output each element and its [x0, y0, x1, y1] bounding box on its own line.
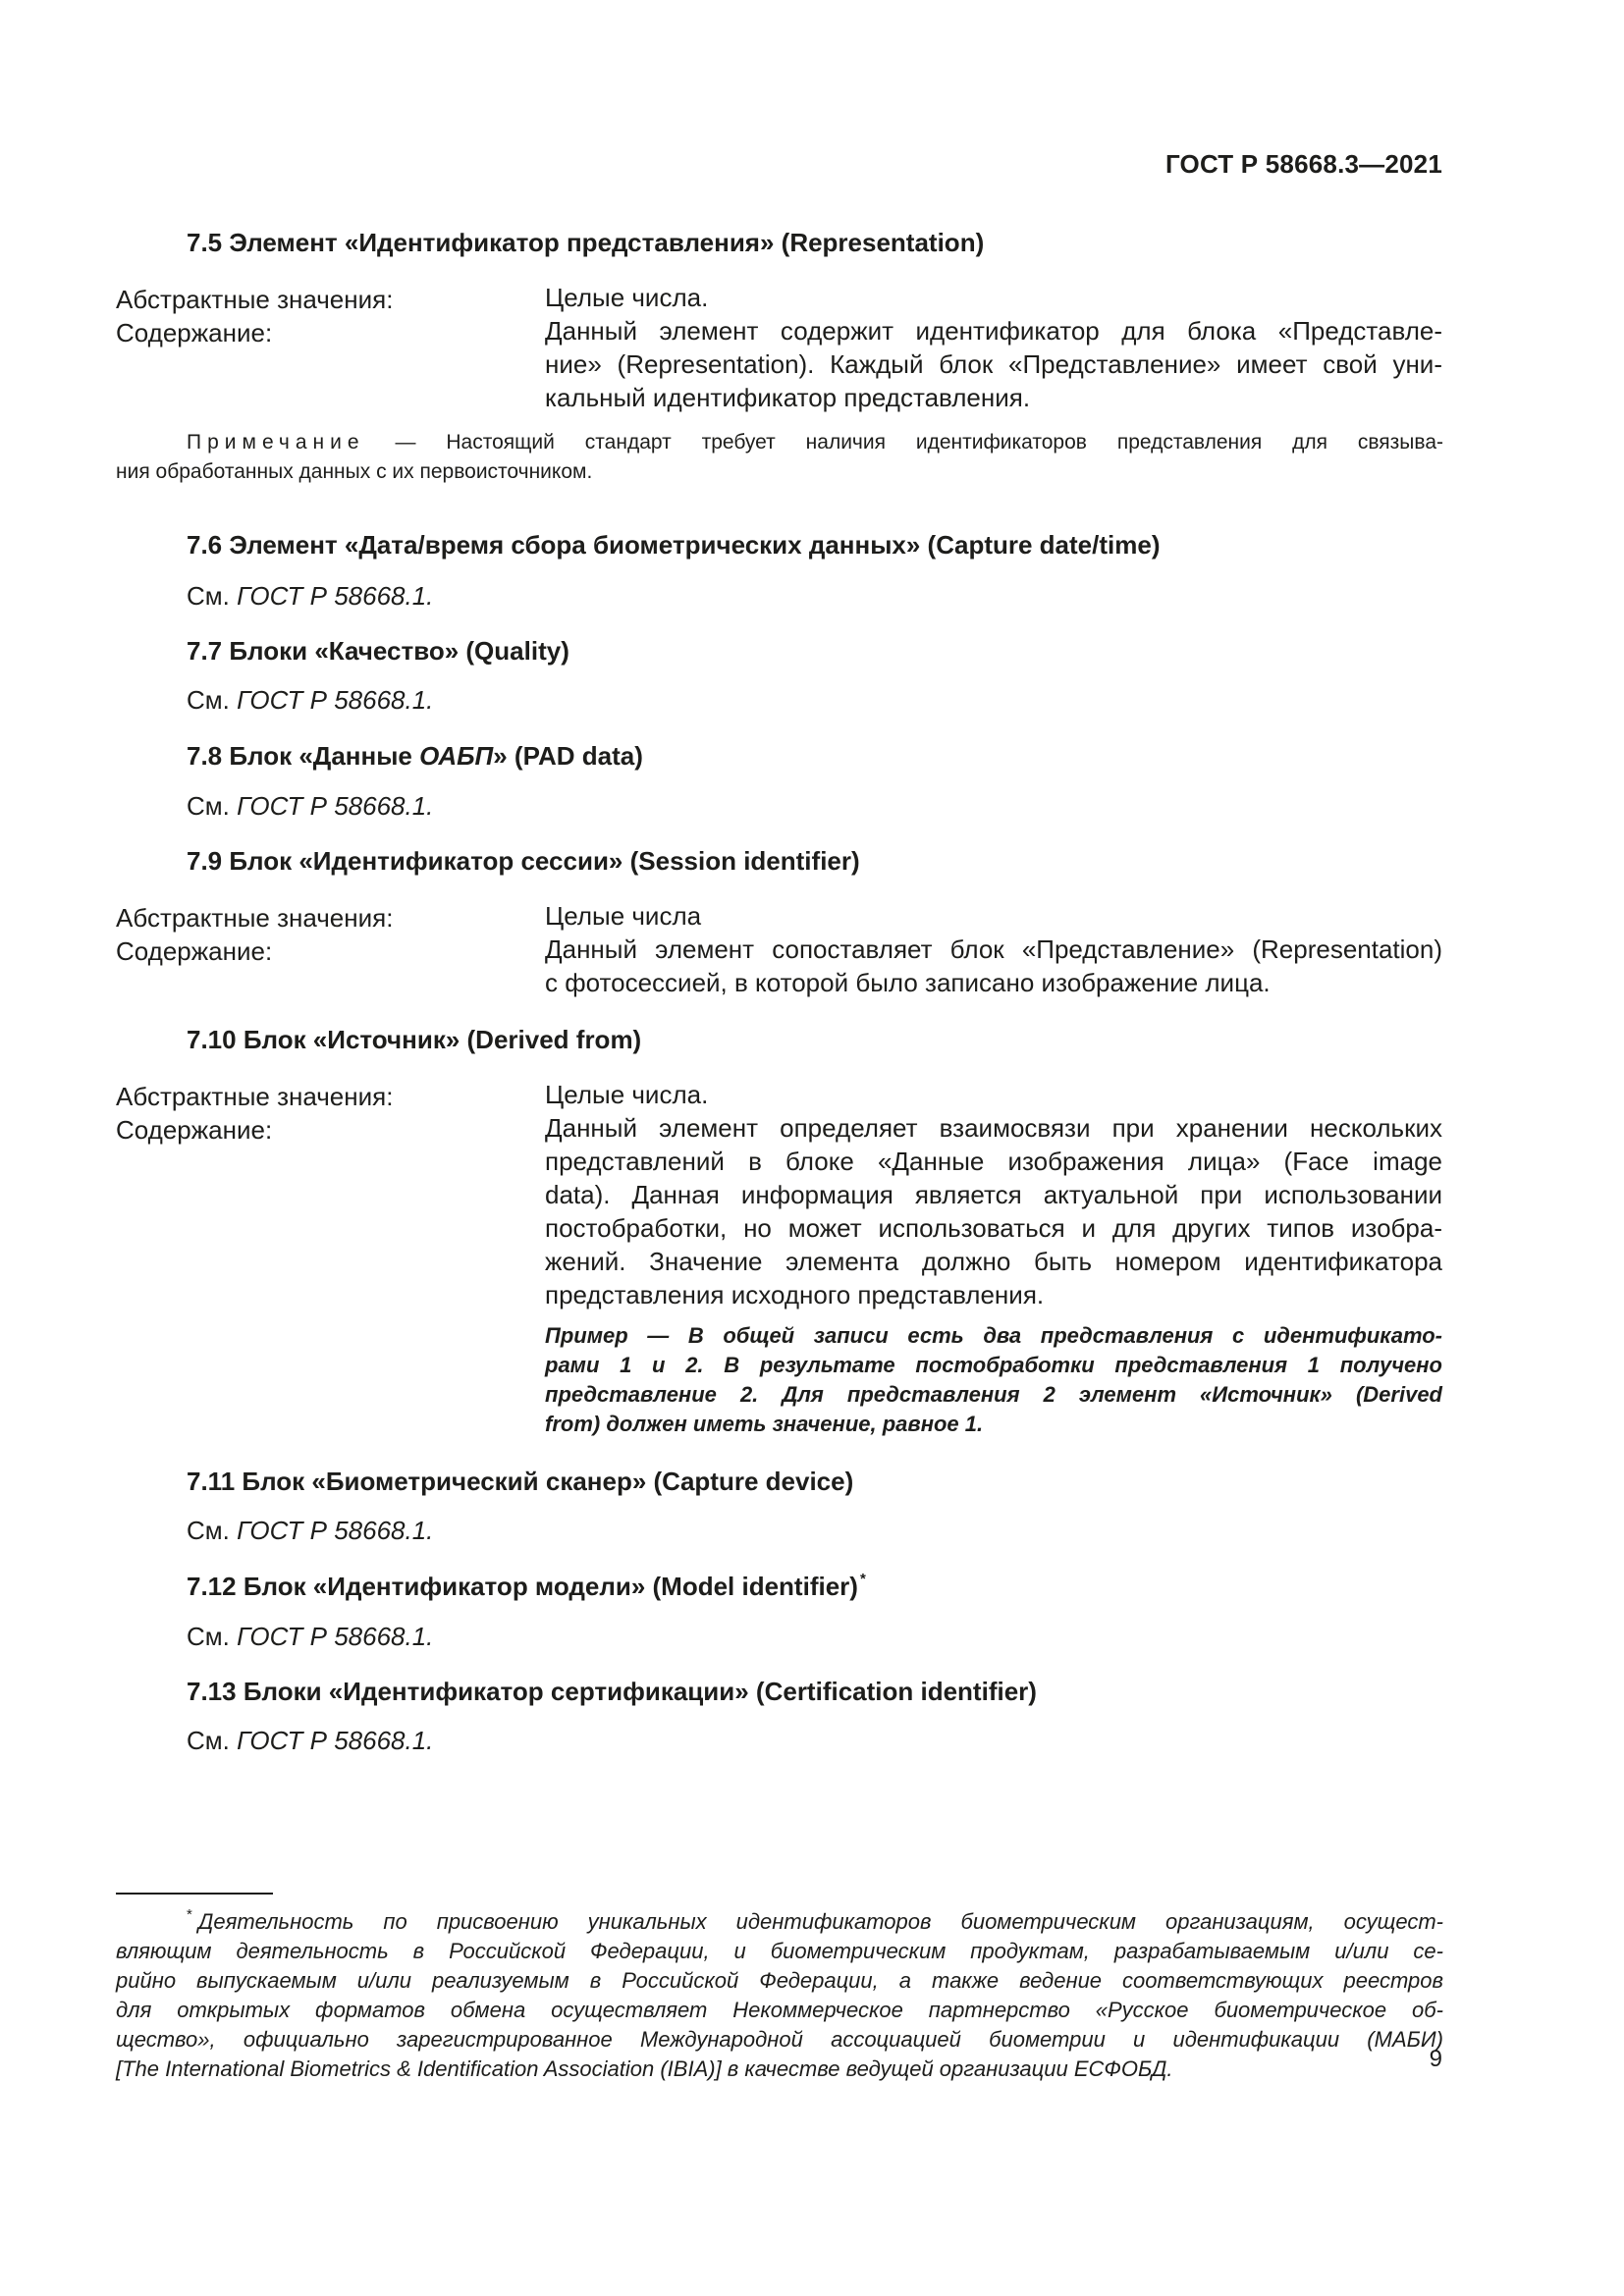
- abstract-values-label: Абстрактные значения:: [116, 1082, 394, 1111]
- footnote-line: рийно выпускаемым и/или реализуемым в Российской Федерации, а также ведение соответствующих реестров: [116, 1968, 1443, 1993]
- note-label: Примечание: [187, 431, 365, 454]
- see-reference: См. ГОСТ Р 58668.1.: [187, 1726, 434, 1755]
- section-7-5-title: 7.5 Элемент «Идентификатор представления» (Representation): [187, 228, 985, 257]
- content-line: представлений в блоке «Данные изображения лица» (Face image: [545, 1147, 1442, 1176]
- example-line: Пример — В общей записи есть два представления с идентификато-: [545, 1323, 1442, 1348]
- abstract-value: Целые числа: [545, 901, 702, 931]
- abstract-values-label: Абстрактные значения:: [116, 903, 394, 933]
- example-line: представление 2. Для представления 2 элемент «Источник» (Derived: [545, 1382, 1442, 1407]
- section-7-11-title: 7.11 Блок «Биометрический сканер» (Capture device): [187, 1467, 854, 1496]
- content-line: data). Данная информация является актуальной при использовании: [545, 1180, 1442, 1209]
- note-line: Примечание — Настоящий стандарт требует наличия идентификаторов представления для связыва-: [187, 431, 1443, 454]
- section-7-10-example: [545, 1321, 1442, 1439]
- footnote: [116, 1900, 1443, 2084]
- content-line: Данный элемент содержит идентификатор для блока «Представле-: [545, 316, 1442, 346]
- section-7-13-title: 7.13 Блоки «Идентификатор сертификации» (Certification identifier): [187, 1677, 1037, 1706]
- content-line: Данный элемент определяет взаимосвязи при хранении нескольких: [545, 1113, 1442, 1143]
- content-line: постобработки, но может использоваться и для других типов изобра-: [545, 1213, 1442, 1243]
- see-reference: См. ГОСТ Р 58668.1.: [187, 685, 434, 715]
- abstract-value: Целые числа.: [545, 1080, 709, 1109]
- content-label: Содержание:: [116, 1115, 273, 1145]
- footnote-divider: [116, 1893, 273, 1895]
- see-reference: См. ГОСТ Р 58668.1.: [187, 581, 434, 611]
- content-line: кальный идентификатор представления.: [545, 383, 1031, 412]
- content-line: жений. Значение элемента должно быть номером идентификатора: [545, 1247, 1442, 1276]
- content-line: ние» (Representation). Каждый блок «Представление» имеет свой уни-: [545, 349, 1442, 379]
- footnote-line: для открытых форматов обмена осуществляет Некоммерческое партнерство «Русское биометрическое об-: [116, 1998, 1443, 2022]
- section-7-6-title: 7.6 Элемент «Дата/время сбора биометрических данных» (Capture date/time): [187, 530, 1161, 560]
- see-reference: См. ГОСТ Р 58668.1.: [187, 1516, 434, 1545]
- footnote-line: щество», официально зарегистрированное Международной ассоциацией биометрии и идентификации (МАБИ): [116, 2027, 1443, 2052]
- section-7-5-content: [545, 314, 1442, 414]
- content-label: Содержание:: [116, 936, 273, 966]
- footnote-line: вляющим деятельность в Российской Федерации, и биометрическим продуктам, разрабатываемым и/или се-: [116, 1939, 1443, 1963]
- section-7-12-title: 7.12 Блок «Идентификатор модели» (Model identifier) *: [187, 1571, 866, 1601]
- content-line: с фотосессией, в которой было записано изображение лица.: [545, 968, 1271, 997]
- section-7-8-title: 7.8 Блок «Данные ОАБП» (PAD data): [187, 741, 643, 771]
- footnote-mark: *: [187, 1906, 192, 1923]
- footnote-marker[interactable]: *: [859, 1571, 866, 1587]
- section-7-7-title: 7.7 Блоки «Качество» (Quality): [187, 636, 569, 666]
- content-line: представления исходного представления.: [545, 1280, 1045, 1309]
- see-reference: См. ГОСТ Р 58668.1.: [187, 1622, 434, 1651]
- page-number: 9: [1429, 2046, 1442, 2072]
- content-line: Данный элемент сопоставляет блок «Представление» (Representation): [545, 934, 1442, 964]
- section-7-9-title: 7.9 Блок «Идентификатор сессии» (Session identifier): [187, 846, 860, 876]
- section-7-9-content: [545, 933, 1442, 999]
- section-7-10-content: [545, 1111, 1442, 1311]
- footnote-line: [The International Biometrics & Identification Association (IBIA)] в качестве ведущей организации ЕСФОБД.: [116, 2056, 1173, 2081]
- abstract-value: Целые числа.: [545, 283, 709, 312]
- example-line: from) должен иметь значение, равное 1.: [545, 1412, 984, 1436]
- footnote-line: * Деятельность по присвоению уникальных идентификаторов биометрическим организациям, осущест-: [187, 1906, 1443, 1934]
- see-reference: См. ГОСТ Р 58668.1.: [187, 791, 434, 821]
- example-line: рами 1 и 2. В результате постобработки представления 1 получено: [545, 1353, 1442, 1377]
- section-7-10-title: 7.10 Блок «Источник» (Derived from): [187, 1025, 642, 1054]
- content-label: Содержание:: [116, 318, 273, 347]
- note-line: ния обработанных данных с их первоисточником.: [116, 460, 593, 483]
- section-7-5-note: [116, 428, 1443, 487]
- abstract-values-label: Абстрактные значения:: [116, 285, 394, 314]
- standard-id: ГОСТ Р 58668.3—2021: [1164, 149, 1442, 179]
